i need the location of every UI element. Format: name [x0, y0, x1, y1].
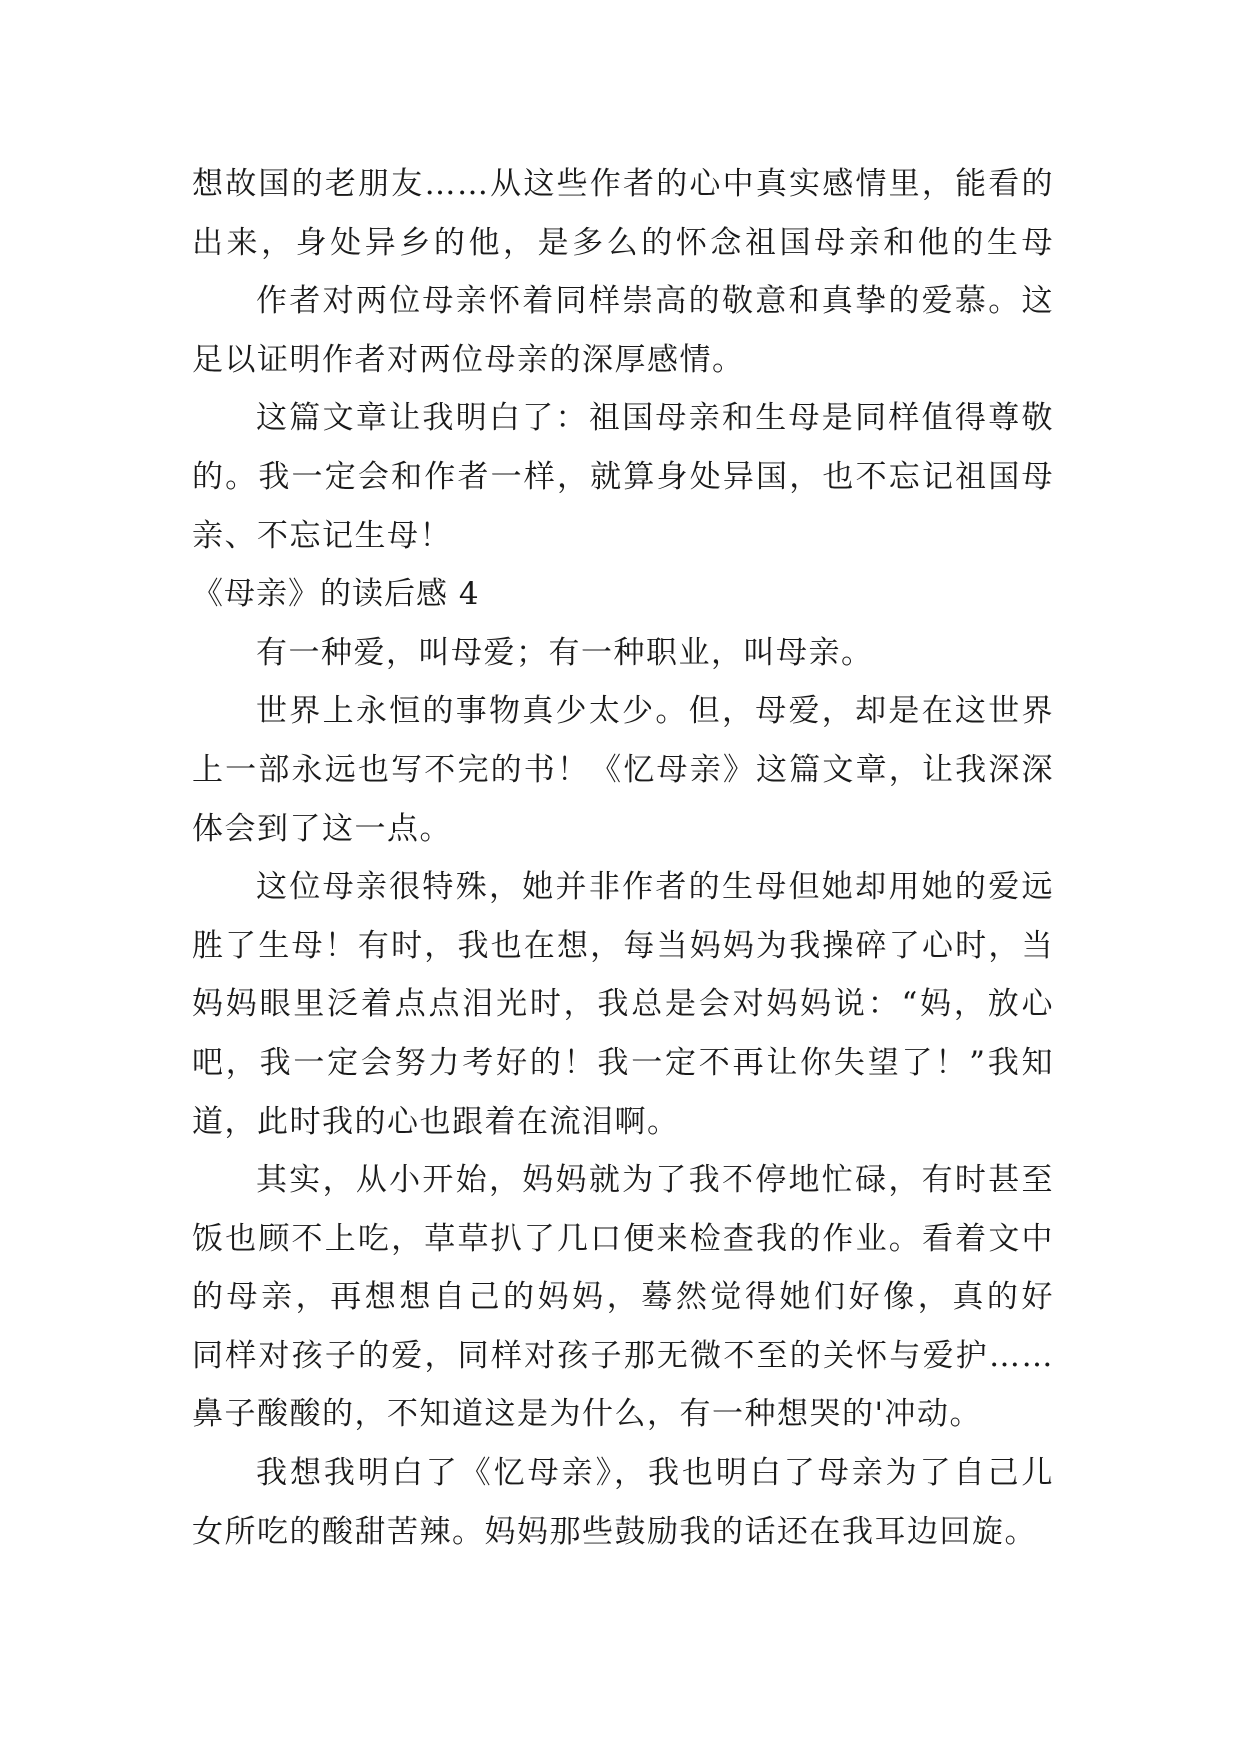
text-line: 想故国的老朋友……从这些作者的心中真实感情里，能看的 — [192, 166, 1054, 202]
text-line: 我想我明白了《忆母亲》，我也明白了母亲为了自己儿 — [256, 1455, 1054, 1492]
text-line: 体会到了这一点。 — [192, 810, 452, 847]
text-line: 足以证明作者对两位母亲的深厚感情。 — [192, 341, 745, 378]
document-text — [192, 155, 1054, 1561]
text-line: 的。我一定会和作者一样，就算身处异国，也不忘记祖国母 — [192, 458, 1054, 495]
text-line: 世界上永恒的事物真少太少。但，母爱，却是在这世界 — [256, 693, 1054, 730]
text-line: 这篇文章让我明白了：祖国母亲和生母是同样值得尊敬 — [256, 400, 1054, 437]
paragraph — [192, 858, 1054, 1151]
text-line: 同样对孩子的爱，同样对孩子那无微不至的关怀与爱护…… — [192, 1337, 1054, 1374]
paragraph — [192, 624, 1054, 683]
text-line: 饭也顾不上吃，草草扒了几口便来检查我的作业。看着文中 — [192, 1220, 1054, 1257]
section-heading — [192, 565, 1054, 624]
text-line: 妈妈眼里泛着点点泪光时，我总是会对妈妈说：“妈，放心 — [192, 986, 1054, 1023]
paragraph — [192, 682, 1054, 858]
text-line: 其实，从小开始，妈妈就为了我不停地忙碌，有时甚至 — [256, 1162, 1054, 1199]
document-page — [192, 155, 1054, 1561]
text-line: 出来，身处异乡的他，是多么的怀念祖国母亲和他的生母 — [192, 224, 1054, 261]
paragraph — [192, 272, 1054, 389]
text-line: 有一种爱，叫母爱；有一种职业，叫母亲。 — [256, 634, 874, 671]
text-line: 作者对两位母亲怀着同样崇高的敬意和真挚的爱慕。这 — [256, 283, 1054, 320]
text-line: 鼻子酸酸的，不知道这是为什么，有一种想哭的'冲动。 — [192, 1396, 983, 1433]
text-line: 道，此时我的心也跟着在流泪啊。 — [192, 1103, 680, 1140]
text-line: 《母亲》的读后感 4 — [192, 576, 480, 613]
text-line: 亲、不忘记生母！ — [192, 517, 452, 554]
paragraph — [192, 1444, 1054, 1561]
text-line: 女所吃的酸甜苦辣。妈妈那些鼓励我的话还在我耳边回旋。 — [192, 1513, 1037, 1550]
paragraph — [192, 155, 1054, 272]
paragraph — [192, 1151, 1054, 1444]
text-line: 胜了生母！有时，我也在想，每当妈妈为我操碎了心时，当 — [192, 927, 1054, 964]
text-line: 的母亲，再想想自己的妈妈，蓦然觉得她们好像，真的好 — [192, 1279, 1054, 1316]
paragraph — [192, 389, 1054, 565]
text-line: 上一部永远也写不完的书！《忆母亲》这篇文章，让我深深 — [192, 751, 1054, 788]
text-line: 这位母亲很特殊，她并非作者的生母但她却用她的爱远 — [256, 869, 1054, 906]
text-line: 吧，我一定会努力考好的！我一定不再让你失望了！”我知 — [192, 1044, 1054, 1081]
